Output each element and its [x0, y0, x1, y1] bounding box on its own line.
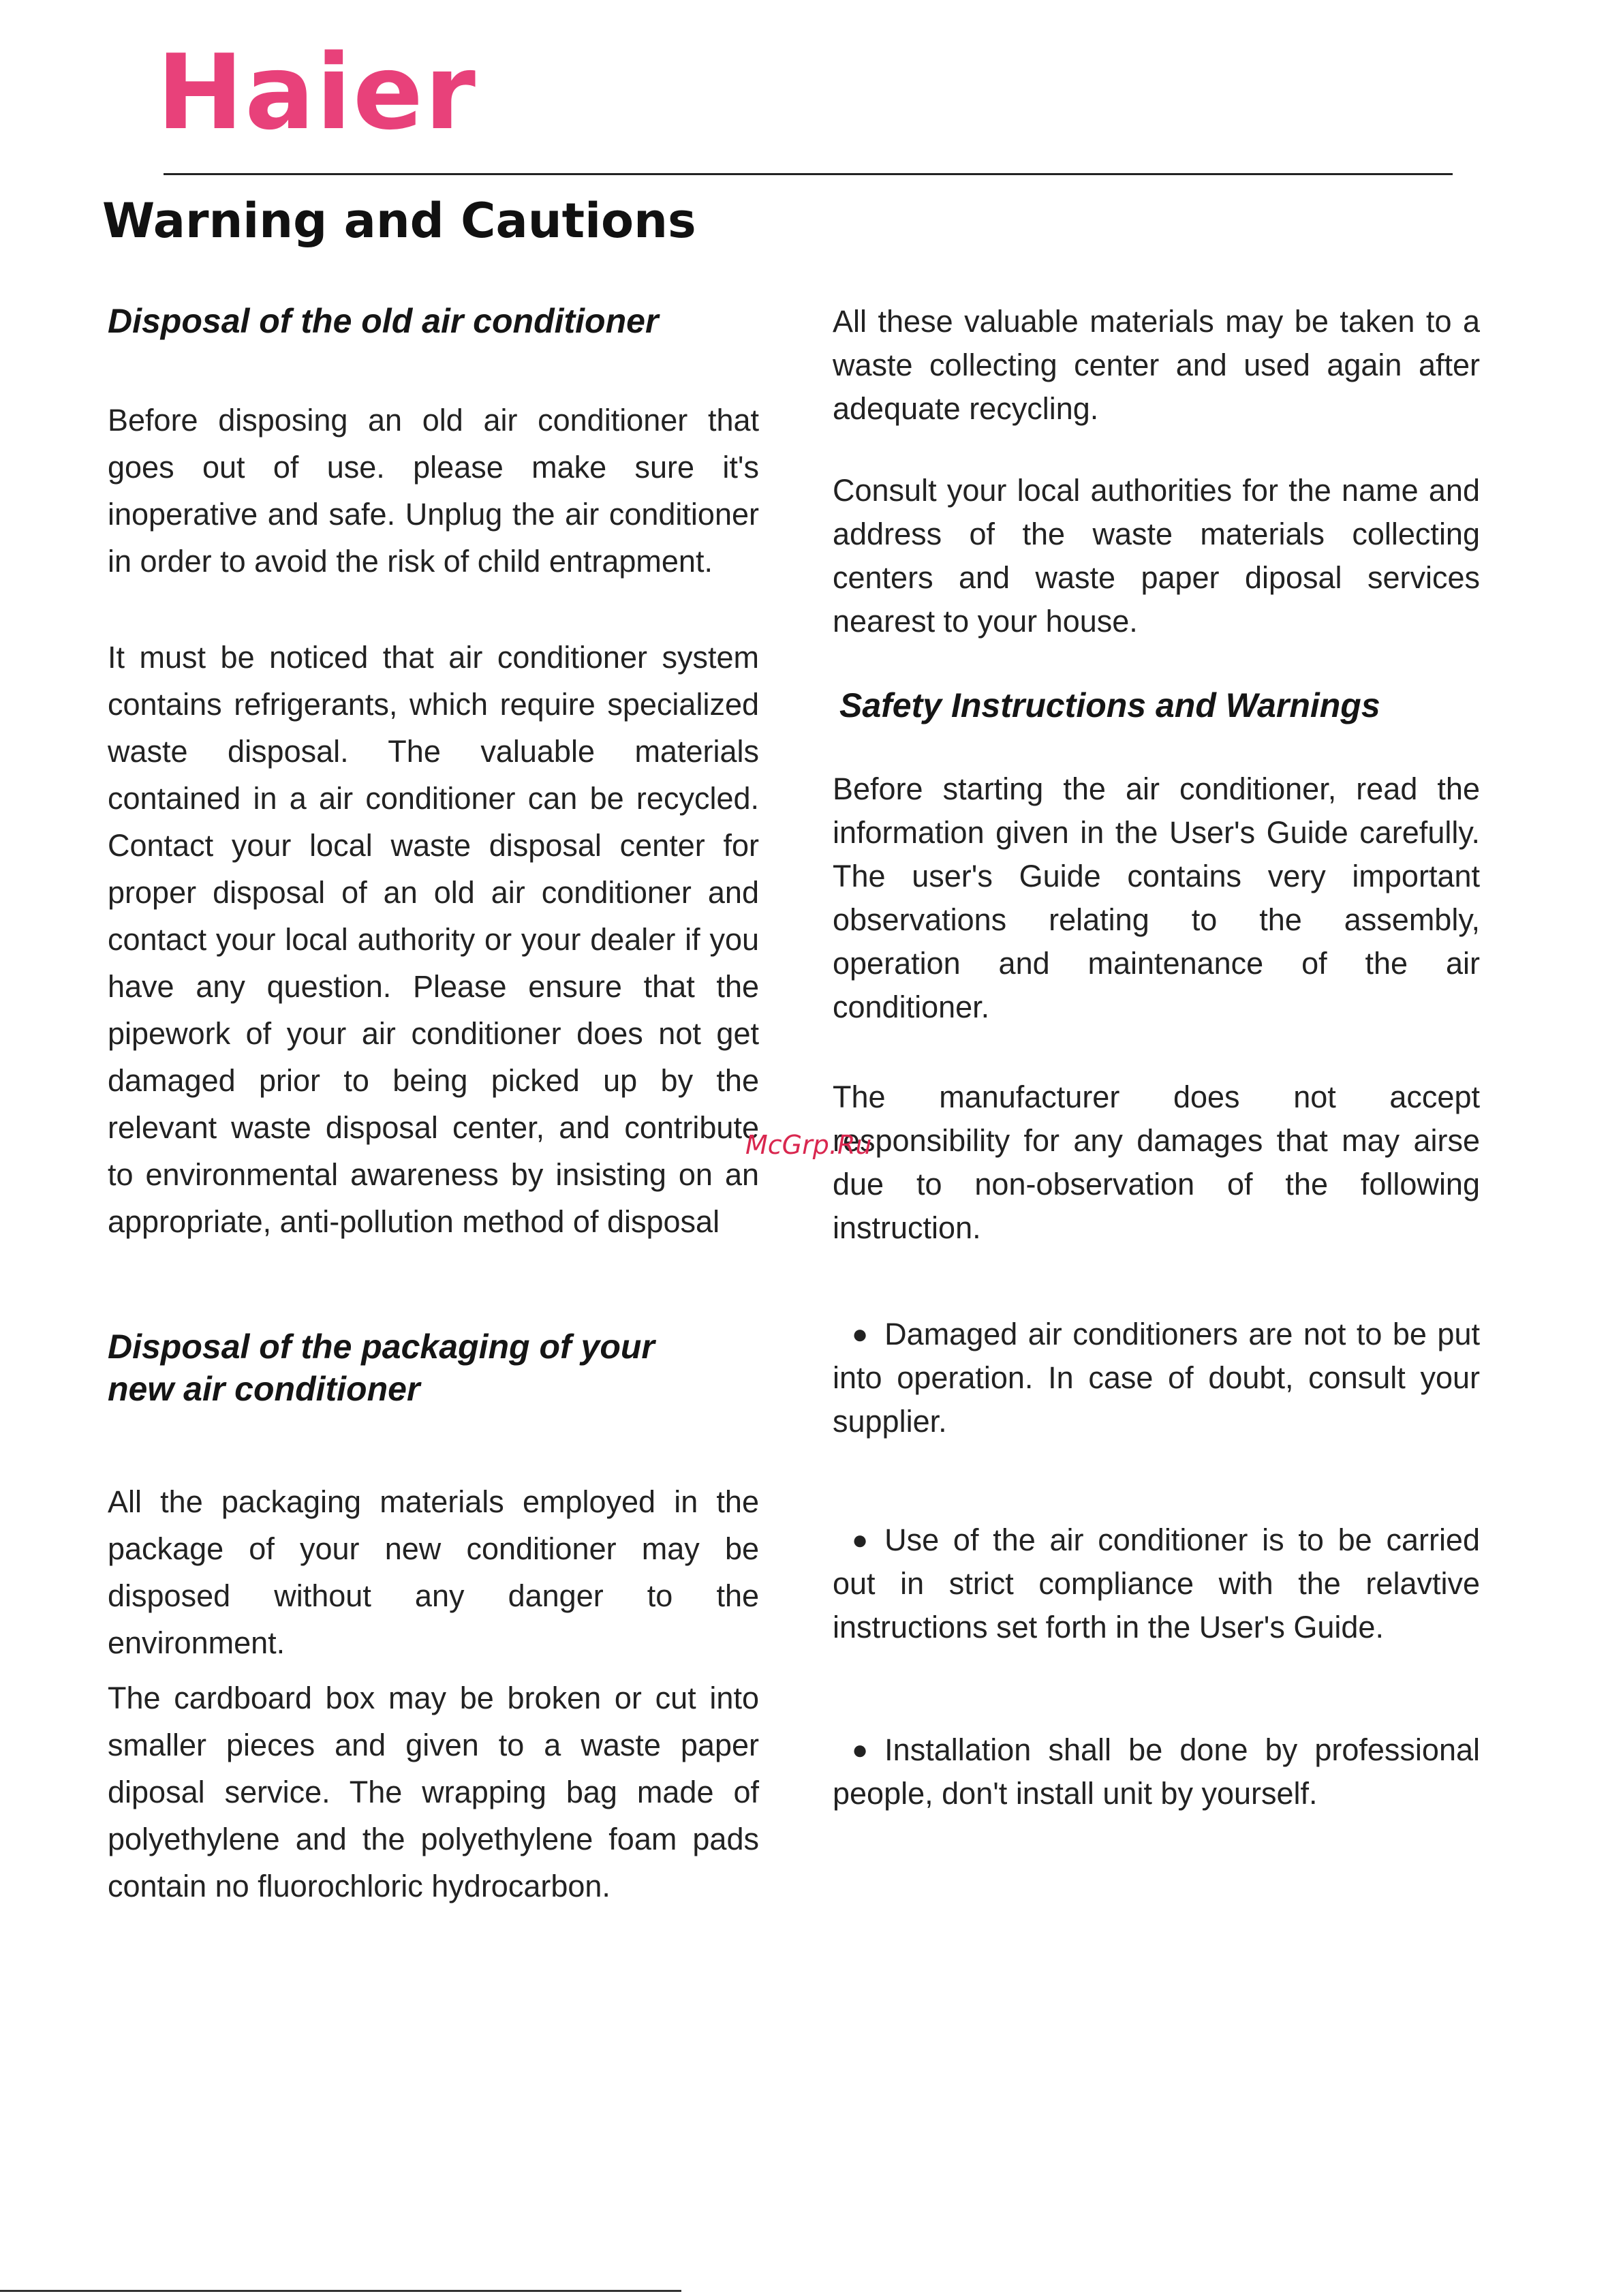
- right-column: [833, 300, 1480, 1816]
- bullet-icon: ●: [852, 1525, 869, 1555]
- header-divider: [164, 173, 1453, 175]
- paragraph-safety-1: Before starting the air conditioner, read the information given in the User's Guide carefully. The user's Guide contains very important observations relating to the assembly, operation and maintenance of the air conditioner.: [833, 771, 1480, 1024]
- heading-safety-instructions: Safety Instructions and Warnings: [839, 686, 1380, 724]
- paragraph-disposal-old-2: It must be noticed that air conditioner system contains refrigerants, which require specialized waste disposal. The valuable materials contained in a air conditioner can be recycled. Contact your local waste disposal center for proper disposal of an old air conditioner and contact your local authority or your dealer if you have any question. Please ensure that the pipework of your air conditioner does not get damaged prior to being picked up by the relevant waste disposal center, and contribute to environmental awareness by insisting on an appropriate, anti-pollution method of disposal: [108, 640, 759, 1239]
- watermark: McGrp.Ru: [745, 1130, 872, 1160]
- left-column: [108, 300, 759, 1910]
- page-title: Warning and Cautions: [102, 193, 696, 249]
- bullet-item: [833, 1518, 1480, 1649]
- heading-disposal-packaging-line1: Disposal of the packaging of your: [108, 1328, 655, 1366]
- heading-disposal-old: Disposal of the old air conditioner: [108, 302, 659, 340]
- bullet-text: Damaged air conditioners are not to be put into operation. In case of doubt, consult your supplier.: [833, 1317, 1480, 1439]
- bullet-text: Installation shall be done by professional people, don't install unit by yourself.: [833, 1732, 1480, 1811]
- heading-disposal-packaging: [108, 1326, 759, 1410]
- bullet-icon: ●: [852, 1735, 869, 1765]
- bullet-item: [833, 1313, 1480, 1443]
- footer-divider: [0, 2290, 681, 2292]
- bullet-text: Use of the air conditioner is to be carried out in strict compliance with the relavtive instructions set forth in the User's Guide.: [833, 1522, 1480, 1644]
- paragraph-safety-2: The manufacturer does not accept responsibility for any damages that may airse due to non-observation of the following instruction.: [833, 1080, 1480, 1245]
- bullet-item: [833, 1728, 1480, 1816]
- bullet-icon: ●: [852, 1319, 869, 1349]
- paragraph-packaging-2: The cardboard box may be broken or cut into smaller pieces and given to a waste paper diposal service. The wrapping bag made of polyethylene and the polyethylene foam pads contain no fluorochloric hydrocarbon.: [108, 1681, 759, 1903]
- paragraph-packaging-1: All the packaging materials employed in the package of your new conditioner may be disposed without any danger to the environment.: [108, 1484, 759, 1660]
- paragraph-recycling: All these valuable materials may be taken to a waste collecting center and used again after adequate recycling.: [833, 304, 1480, 426]
- paragraph-disposal-old-1: Before disposing an old air conditioner that goes out of use. please make sure it's inoperative and safe. Unplug the air conditioner in order to avoid the risk of child entrapment.: [108, 403, 759, 579]
- haier-logo: Haier: [157, 32, 477, 153]
- heading-disposal-packaging-line2: new air conditioner: [108, 1370, 420, 1408]
- paragraph-local-authorities: Consult your local authorities for the name and address of the waste materials collecting centers and waste paper diposal services nearest to your house.: [833, 473, 1480, 639]
